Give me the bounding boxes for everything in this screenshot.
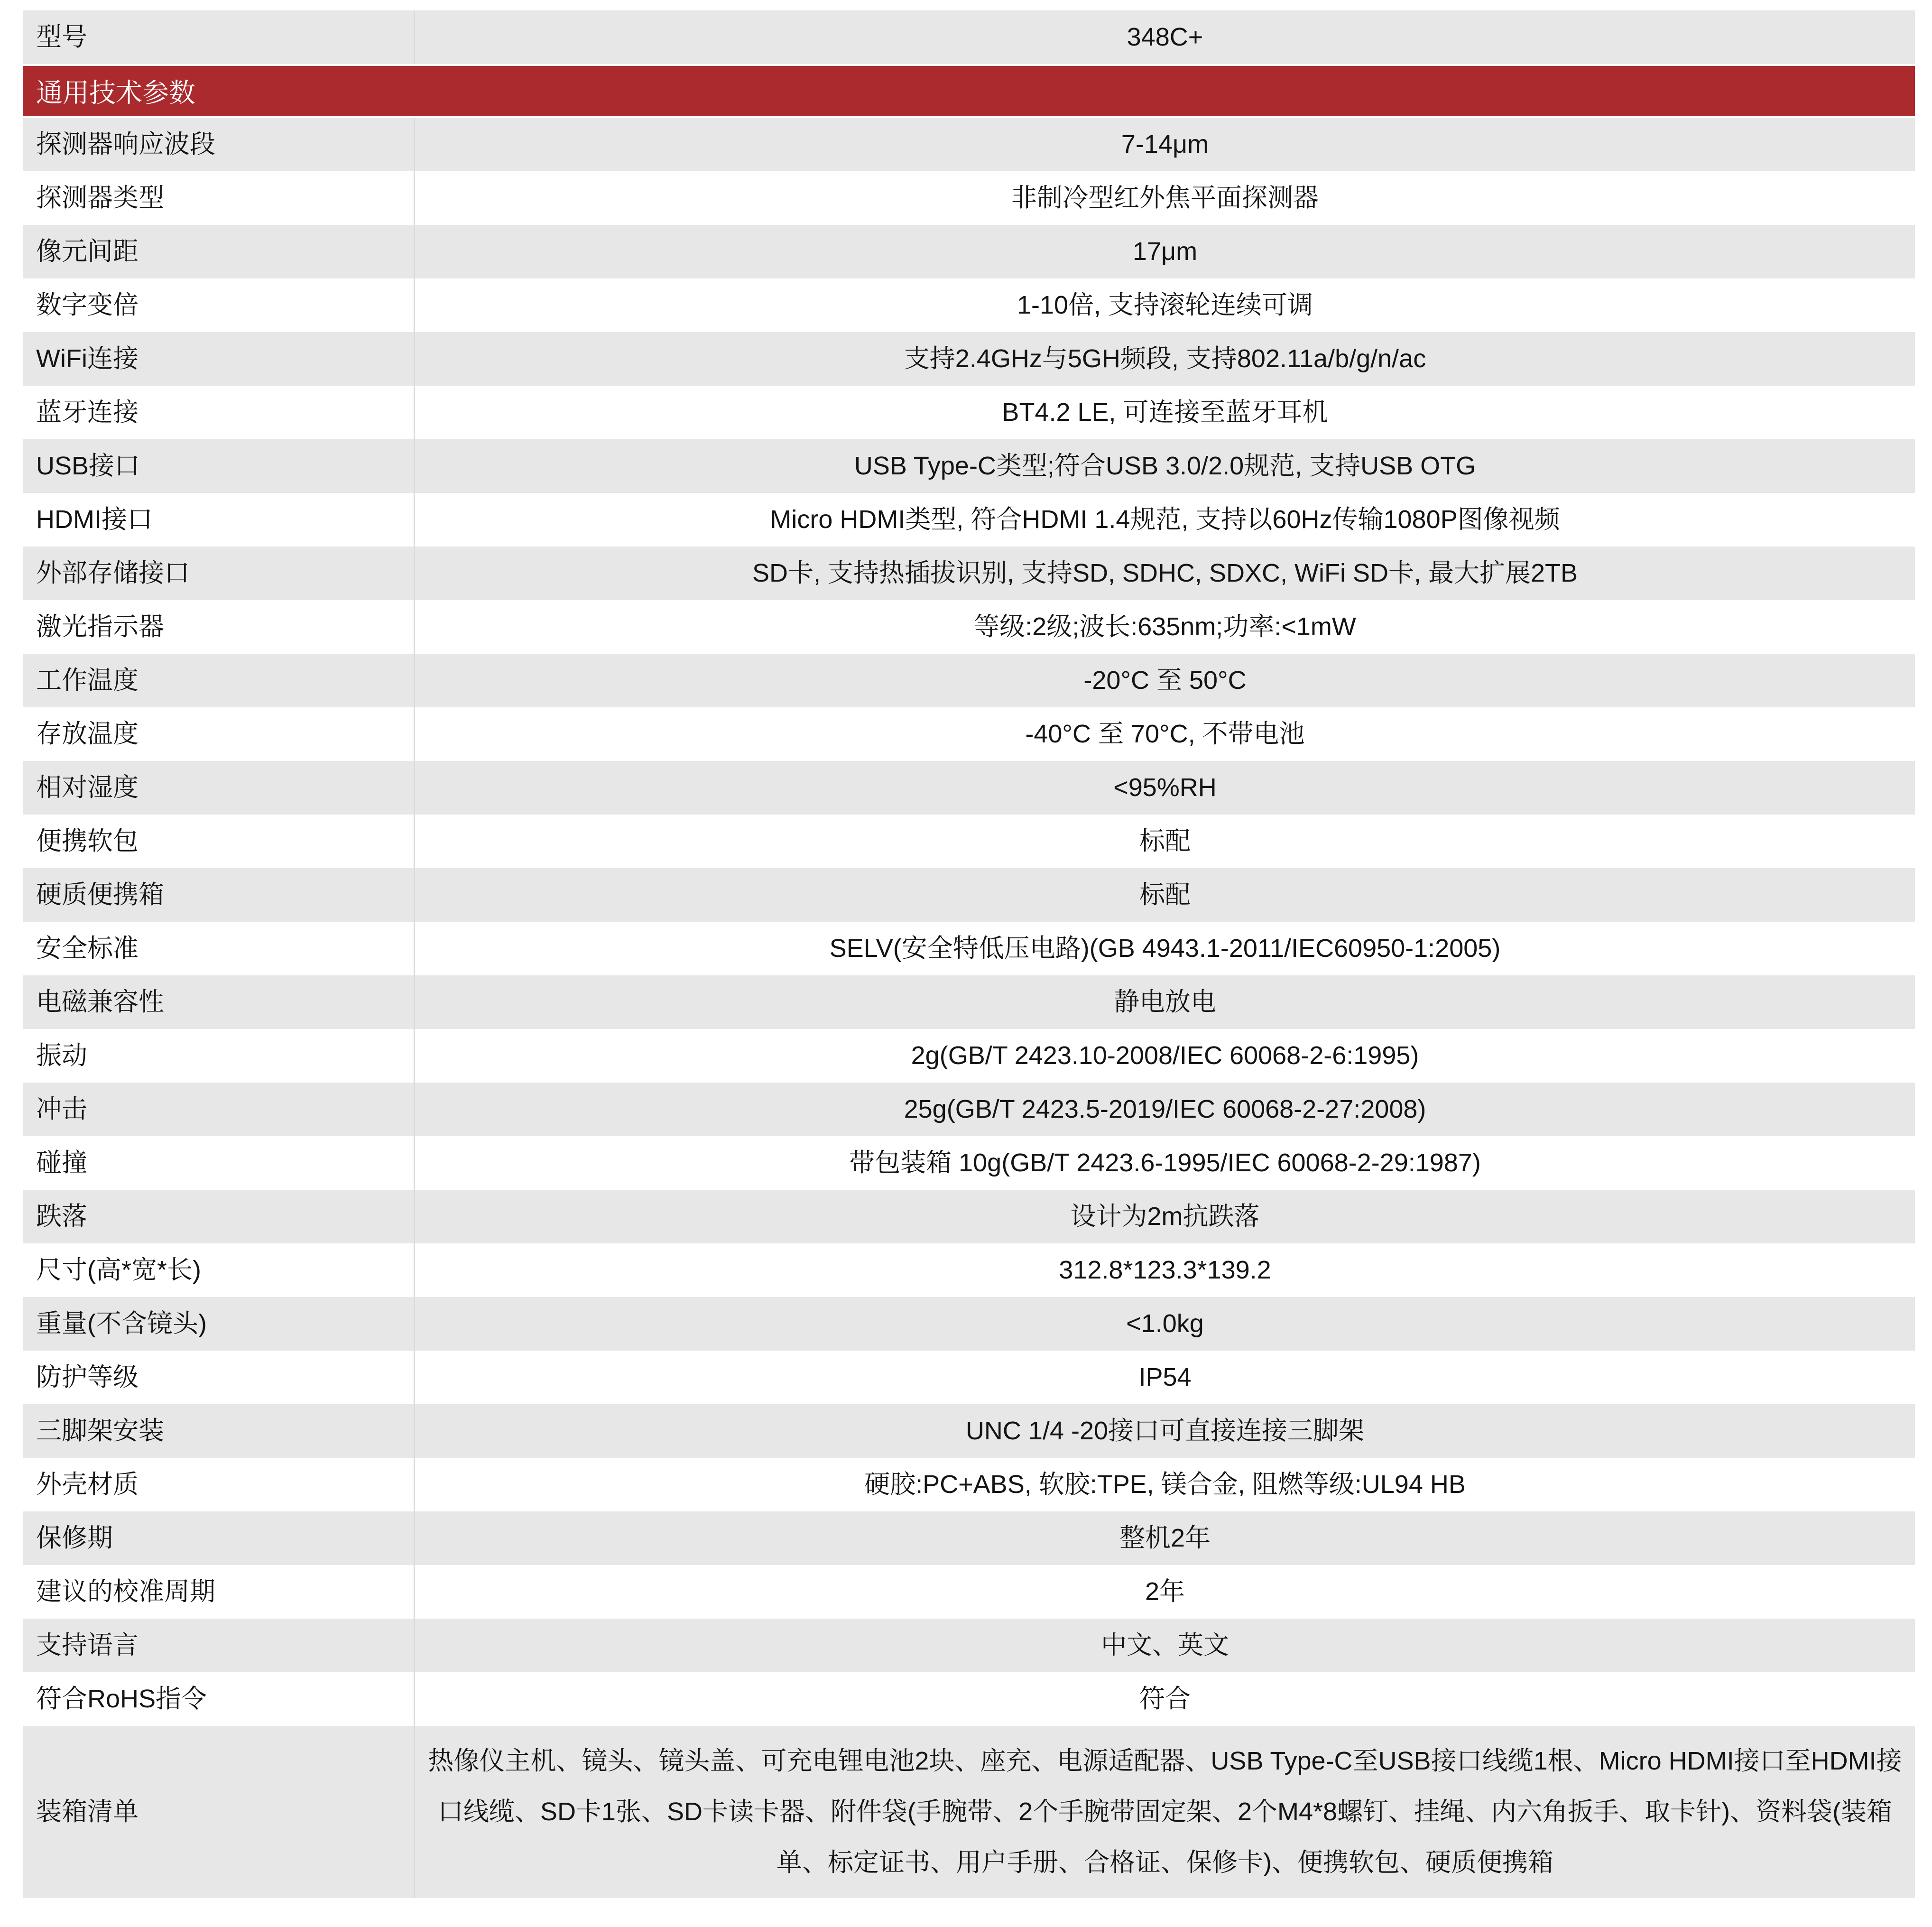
table-row <box>23 332 1915 386</box>
table-row <box>23 1029 1915 1083</box>
row-value: 17μm <box>1132 237 1198 266</box>
model-row-label: 型号 <box>23 10 415 64</box>
row-label: 电磁兼容性 <box>23 975 415 1029</box>
row-value: USB Type-C类型;符合USB 3.0/2.0规范, 支持USB OTG <box>854 452 1476 481</box>
row-label: WiFi连接 <box>23 332 415 386</box>
table-row <box>23 707 1915 761</box>
table-row <box>23 1404 1915 1458</box>
row-value: SELV(安全特低压电路)(GB 4943.1-2011/IEC60950-1:2005) <box>829 934 1501 963</box>
row-label: 存放温度 <box>23 707 415 761</box>
row-value: 25g(GB/T 2423.5-2019/IEC 60068-2-27:2008) <box>904 1095 1426 1124</box>
table-row <box>23 1351 1915 1404</box>
row-label: 符合RoHS指令 <box>23 1672 415 1726</box>
row-value: 2年 <box>1145 1577 1185 1606</box>
table-row <box>23 868 1915 922</box>
table-row <box>23 493 1915 547</box>
row-label: 装箱清单 <box>23 1726 415 1898</box>
row-label: 冲击 <box>23 1083 415 1136</box>
spec-table <box>23 10 1915 1898</box>
table-row <box>23 1190 1915 1243</box>
row-value: <95%RH <box>1113 773 1217 802</box>
row-value: 标配 <box>1139 827 1191 856</box>
row-label: 外壳材质 <box>23 1458 415 1511</box>
row-label: 三脚架安装 <box>23 1404 415 1458</box>
row-value: 设计为2m抗跌落 <box>1070 1202 1260 1231</box>
row-value: SD卡, 支持热插拔识别, 支持SD, SDHC, SDXC, WiFi SD卡, 最大扩展2TB <box>752 559 1578 588</box>
row-label: 建议的校准周期 <box>23 1565 415 1619</box>
row-value: 非制冷型红外焦平面探测器 <box>1011 184 1319 213</box>
row-value: 整机2年 <box>1119 1524 1211 1553</box>
table-row <box>23 1619 1915 1672</box>
table-row-model <box>23 10 1915 64</box>
row-value: 标配 <box>1139 880 1191 909</box>
table-row <box>23 386 1915 439</box>
table-row <box>23 118 1915 171</box>
row-label: 跌落 <box>23 1190 415 1243</box>
row-label: HDMI接口 <box>23 493 415 547</box>
row-value: Micro HDMI类型, 符合HDMI 1.4规范, 支持以60Hz传输1080P图像视频 <box>770 505 1560 534</box>
row-value: 硬胶:PC+ABS, 软胶:TPE, 镁合金, 阻燃等级:UL94 HB <box>864 1470 1466 1499</box>
row-label: 尺寸(高*宽*长) <box>23 1243 415 1297</box>
table-row <box>23 654 1915 707</box>
row-label: 支持语言 <box>23 1619 415 1672</box>
row-label: USB接口 <box>23 439 415 493</box>
table-row <box>23 1136 1915 1190</box>
row-label: 便携软包 <box>23 815 415 868</box>
table-row <box>23 1726 1915 1898</box>
row-label: 像元间距 <box>23 225 415 278</box>
row-value: IP54 <box>1138 1363 1192 1392</box>
row-label: 振动 <box>23 1029 415 1083</box>
row-label: 外部存储接口 <box>23 547 415 600</box>
row-label: 数字变倍 <box>23 278 415 332</box>
table-row <box>23 975 1915 1029</box>
row-label: 探测器类型 <box>23 171 415 225</box>
row-value: 312.8*123.3*139.2 <box>1059 1256 1271 1285</box>
table-row <box>23 171 1915 225</box>
table-row <box>23 1511 1915 1565</box>
row-value: 静电放电 <box>1114 988 1216 1017</box>
row-value: 带包装箱 10g(GB/T 2423.6-1995/IEC 60068-2-29:1987) <box>849 1149 1481 1177</box>
row-value: 等级:2级;波长:635nm;功率:<1mW <box>974 612 1356 641</box>
table-row <box>23 1297 1915 1351</box>
table-row <box>23 922 1915 975</box>
row-value: <1.0kg <box>1126 1309 1204 1338</box>
table-row <box>23 815 1915 868</box>
row-label: 防护等级 <box>23 1351 415 1404</box>
row-label: 碰撞 <box>23 1136 415 1190</box>
section-header-general-parameters: 通用技术参数 <box>23 66 1915 116</box>
table-row <box>23 761 1915 815</box>
row-value: BT4.2 LE, 可连接至蓝牙耳机 <box>1002 398 1328 427</box>
row-label: 保修期 <box>23 1511 415 1565</box>
table-body <box>23 118 1915 1898</box>
row-label: 探测器响应波段 <box>23 118 415 171</box>
row-value: -20°C 至 50°C <box>1083 666 1247 695</box>
row-value: 2g(GB/T 2423.10-2008/IEC 60068-2-6:1995) <box>911 1041 1419 1070</box>
table-row <box>23 547 1915 600</box>
row-label: 相对湿度 <box>23 761 415 815</box>
row-label: 重量(不含镜头) <box>23 1297 415 1351</box>
row-value: 符合 <box>1139 1685 1191 1714</box>
row-value: 7-14μm <box>1121 130 1209 159</box>
row-value: UNC 1/4 -20接口可直接连接三脚架 <box>965 1417 1365 1445</box>
model-row-value: 348C+ <box>1127 23 1203 52</box>
table-row <box>23 600 1915 654</box>
table-row <box>23 1083 1915 1136</box>
row-label: 蓝牙连接 <box>23 386 415 439</box>
table-row <box>23 439 1915 493</box>
table-row <box>23 1565 1915 1619</box>
table-row <box>23 278 1915 332</box>
row-value: 支持2.4GHz与5GH频段, 支持802.11a/b/g/n/ac <box>904 344 1426 373</box>
row-label: 激光指示器 <box>23 600 415 654</box>
row-label: 工作温度 <box>23 654 415 707</box>
table-row <box>23 1672 1915 1726</box>
table-row <box>23 1243 1915 1297</box>
row-value: 热像仪主机、镜头、镜头盖、可充电锂电池2块、座充、电源适配器、USB Type-C至USB接口线缆1根、Micro HDMI接口至HDMI接口线缆、SD卡1张、SD卡读卡器、附件袋(手腕带、2个手腕带固定架、2个M4*8螺钉、挂绳、内六角扳手、取卡针)、资料袋(装箱单、标定证书、用户手册、合格证、保修卡)、便携软包、硬质便携箱 <box>428 1747 1902 1877</box>
table-row <box>23 225 1915 278</box>
row-value: -40°C 至 70°C, 不带电池 <box>1025 720 1305 749</box>
table-row <box>23 1458 1915 1511</box>
row-value: 1-10倍, 支持滚轮连续可调 <box>1017 291 1313 320</box>
row-label: 硬质便携箱 <box>23 868 415 922</box>
row-value: 中文、英文 <box>1101 1631 1229 1660</box>
row-label: 安全标准 <box>23 922 415 975</box>
